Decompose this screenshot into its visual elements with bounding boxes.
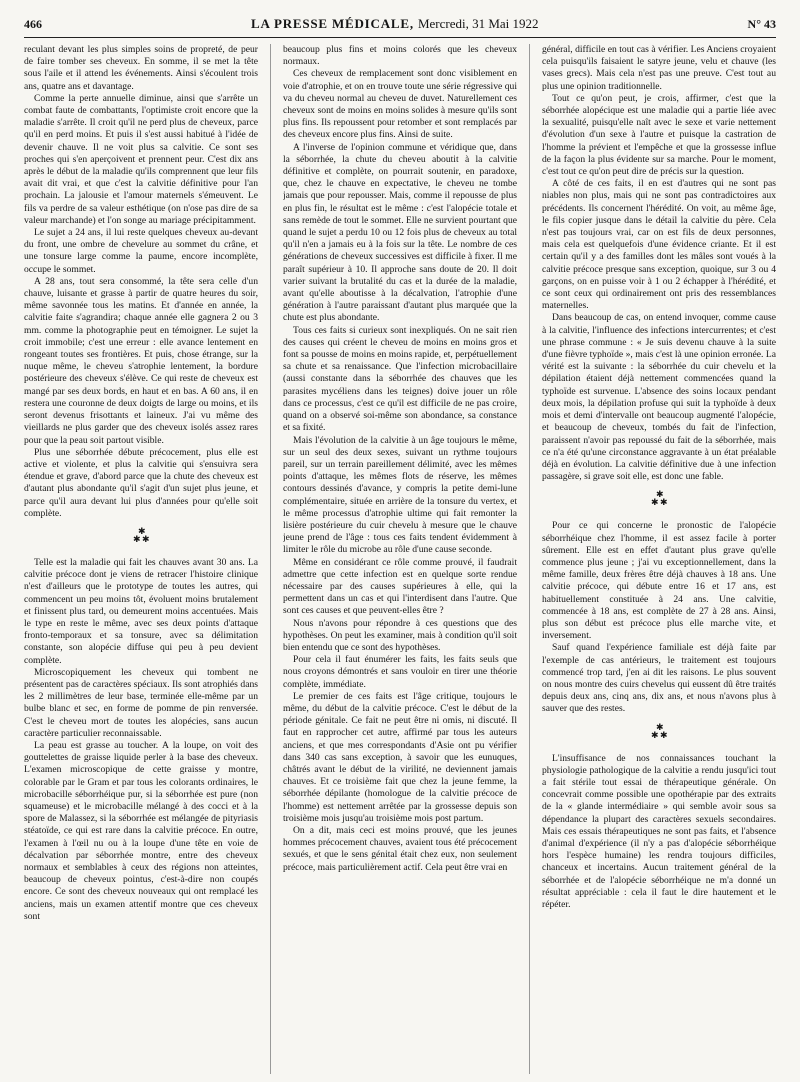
- asterism-star: ✱: [142, 534, 150, 545]
- paragraph: Mais l'évolution de la calvitie à un âge toujours le même, sur un seul des deux sexes, suivant un rythme toujours pareil, sur un terrain pareillement délimité, avec les mêmes points d'attaque, les mêmes flots de réserve, les mêmes contours dessinés d'avance, y compris la petite demi-lune complémentaire, située en arrière de la tonsure du vertex, et le même processus d'atrophie ultime qui fait remonter la lisière postérieure du cuir chevelu à mesure que le chauve jeune prend de l'âge : tous ces faits tendent évidemment à limiter le rôle du microbe au rôle d'une cause seconde.: [283, 434, 517, 556]
- page-number: 466: [24, 17, 42, 31]
- paragraph: Comme la perte annuelle diminue, ainsi que s'arrête un combat faute de combattants, l'optimiste croit encore que la maladie s'arrête. Il croit qu'il ne perd plus de cheveux, parce qu'il en perd moins. Et puis il s'est aussi habitué à l'idée de devenir chauve. Il ne voit plus sa calvitie. Ce sont ses proches qui s'en aperçoivent et prennent peur. C'est dix ans après le début de la maladie qu'ils comprennent que leur fils avait dit vrai, et que c'est la calvitie définitive pour l'an prochain. La jalousie et l'amour maternels s'émeuvent. Le fils va perdre de sa valeur esthétique (on n'ose pas dire de sa valeur marchande) et l'on songe au mariage précipitamment.: [24, 92, 258, 226]
- issue-date: Mercredi, 31 Mai 1922: [417, 16, 539, 31]
- section-separator: [24, 527, 258, 549]
- asterism-star: ✱: [656, 490, 664, 501]
- paragraph: Pour cela il faut énumérer les faits, les faits seuls que nous croyons démontrés et sans vouloir en tirer une théorie complète, immédiate.: [283, 654, 517, 690]
- asterism-star: ✱: [651, 730, 659, 741]
- paragraph: Tous ces faits si curieux sont inexpliqués. On ne sait rien des causes qui créent le cheveu de moins en moins gros et font sa pousse de moins en moins rapide, et, perpétuellement sa chute et sa renaissance. Que l'infection microbacillaire (aussi constante dans la séborrhée des chauves que les parasites mycéliens dans les teignes) doive jouer un rôle dans ce processus, c'est ce qu'il est difficile de ne pas croire, quand on a observé soi-même son abondance, sa constance et sa fixité.: [283, 324, 517, 434]
- column-2: [283, 44, 517, 1074]
- paragraph: Plus une séborrhée débute précocement, plus elle est active et violente, et plus la calvitie qui s'ensuivra sera étendue et grave, d'abord parce que la chute des cheveux est d'autant plus abondante qu'il s'agit d'un sujet plus jeune, et parce qu'il aura devant lui plus d'années pour qu'elle soit complète.: [24, 446, 258, 519]
- asterism-star: ✱: [138, 526, 146, 537]
- paragraph: Sauf quand l'expérience familiale est déjà faite par l'exemple de cas antérieurs, le traitement est toujours commencé trop tard, j'en ai dit les raisons. Le plus souvent on nous montre des cuirs chevelus qui eussent dû être traités depuis deux ans, cinq ans, dix ans, et nous n'avons plus à sauver que des restes.: [542, 642, 776, 715]
- section-separator: [542, 723, 776, 745]
- paragraph: beaucoup plus fins et moins colorés que les cheveux normaux.: [283, 44, 517, 68]
- section-separator: [542, 490, 776, 512]
- paragraph: Tout ce qu'on peut, je crois, affirmer, c'est que la séborrhée alopécique est une maladie qui a partie liée avec la sexualité, puisqu'elle naît avec le sexe et varie nettement d'évolution d'un sexe à l'autre et puisque la castration de l'homme la prévient et l'empêche et que la grossesse influe de la façon la plus évidente sur sa marche. Pour le moment, c'est tout ce qu'on peut dire de précis sur la question.: [542, 92, 776, 178]
- asterism-star: ✱: [660, 730, 668, 741]
- column-rule: [270, 44, 271, 1074]
- paragraph: Ces cheveux de remplacement sont donc visiblement en voie d'atrophie, et on en trouve toute une série régressive qui va du cheveu normal au cheveu de duvet. Naturellement ces cheveux sont de moins en moins solides à mesure qu'ils sont plus fins. Ils repoussent pour retomber et sont remplacés par des cheveux encore plus fins. Ainsi de suite.: [283, 68, 517, 141]
- journal-name: LA PRESSE MÉDICALE,: [250, 16, 414, 31]
- paragraph: Même en considérant ce rôle comme prouvé, il faudrait admettre que cette infection est en quelque sorte rendue nécessaire par des causes supérieures à elle, qui la permettent dans un cas et qui l'interdisent dans l'autre. Que sont ces causes et que peuvent-elles être ?: [283, 556, 517, 617]
- paragraph: On a dit, mais ceci est moins prouvé, que les jeunes hommes précocement chauves, avaient tous été précocement sexués, et que le sens génital était chez eux, non seulement précoce, mais particulièrement actif. Cela peut être vrai en: [283, 825, 517, 873]
- paragraph: A côté de ces faits, il en est d'autres qui ne sont pas niables non plus, mais qui ne sont pas contradictoires aux précédents. Ils concernent l'hérédité. On voit, au même âge, le fils copier jusque dans le détail la calvitie du père. Cela n'est pas toujours vrai, car on est fils de deux personnes, mais cela est quelquefois d'une évidence criante. Et il est certain qu'il y a des familles dont les mâles sont voués à la calvitie précoce presque sans exception, quoique, sur 3 ou 4 garçons, on en puisse voir à 1 ou 2 échapper à l'hérédité, et ce sont ceux qui ordinairement ont pris des ressemblances maternelles.: [542, 178, 776, 312]
- column-3: [542, 44, 776, 1074]
- paragraph: La peau est grasse au toucher. A la loupe, on voit des gouttelettes de graisse liquide perler à la base des cheveux. L'examen microscopique de cette graisse y montre, colorable par le Gram et par tous les colorants ordinaires, le microbacille séborrhéique pur, si la séborrhée est pure (non squameuse) et le microbacille mélangé à des cocci et à la spore de Malassez, si la séborrhée est mélangée de pityriasis stéatoïde, ce qui est rare dans la calvitie précoce. En outre, l'examen à l'œil nu ou à la loupe d'une tête en voie de décalvation par séborrhée montre, entre des cheveux normaux et semblables à ceux des régions non atteintes, beaucoup de cheveux pointus, c'est-à-dire non coupés encore. Ce sont des cheveux nouveaux qui ont remplacé les anciens, mais un examen attentif montre que ces cheveux sont: [24, 739, 258, 922]
- paragraph: Pour ce qui concerne le pronostic de l'alopécie séborrhéique chez l'homme, il est assez facile à porter sûrement. Elle est en effet d'autant plus grave qu'elle commence plus jeune ; j'ai vu exceptionnellement, dans la même famille, deux frères être déjà chauves à 18 ans. Une calvitie précoce, qui débute entre 16 et 17 ans, est habituellement constituée à 24 ans. Une calvitie, commencée à 18 ans, est complète de 27 à 28 ans. Ainsi, plus son début est précoce plus elle marche vite, et inversement.: [542, 520, 776, 642]
- asterism-star: ✱: [651, 498, 659, 509]
- asterism-star: ✱: [133, 534, 141, 545]
- paragraph: Dans beaucoup de cas, on entend invoquer, comme cause à la calvitie, l'influence des infections intercurrentes; et c'est une phrase commune : « Je suis devenu chauve à la suite d'une fièvre typhoïde », mais c'est là une opinion erronée. La vérité est la suivante : la séborrhée du cuir chevelu et la dépilation étaient déjà nettement commencées quand la typhoïde est survenue. L'absence des soins locaux pendant deux mois, la dépilation profuse qui suit la typhoïde à deux mois et demi d'intervalle ont beaucoup augmenté l'alopécie, et beaucoup de cheveux, tombés du fait de l'infection, paraissent n'avoir pas repoussé du fait de la séborrhée, mais ce n'a été qu'une circonstance aggravante à un état préalable déjà en évolution. La calvitie définitive due à une infection passagère, si grave soit elle, est donc une fable.: [542, 312, 776, 483]
- running-header: [24, 16, 776, 38]
- column-1: [24, 44, 258, 1074]
- paragraph: reculant devant les plus simples soins de propreté, de peur de faire tomber ses cheveux. En somme, il se met la tête sous l'aile et il attend les événements. Ainsi s'écoulent trois ans, quatre ans et davantage.: [24, 44, 258, 92]
- asterism-star: ✱: [660, 498, 668, 509]
- journal-title: [251, 16, 539, 32]
- paragraph: Nous n'avons pour répondre à ces questions que des hypothèses. On peut les examiner, mais à condition qu'il soit bien entendu que ce sont des hypothèses.: [283, 617, 517, 653]
- paragraph: Le premier de ces faits est l'âge critique, toujours le même, du début de la calvitie précoce. C'est le début de la période génitale. Ce fait ne peut être ni omis, ni discuté. Il faut en rapprocher cet autre, affirmé par tous les auteurs anciens, et que mes correspondants d'Asie ont pu vérifier dans 340 cas sans exception, à savoir que les eunuques, châtrés avant le début de la virilité, ne deviennent jamais chauves. Et ce troisième fait que chez la jeune femme, la séborrhée dépilante (homologue de la calvitie précoce de l'homme) est nettement arrêtée par la grossesse depuis son troisième mois jusqu'au troisième mois post partum.: [283, 690, 517, 824]
- paragraph: A 28 ans, tout sera consommé, la tête sera celle d'un chauve, luisante et grasse à partir de quatre heures du soir, même savonnée tous les matins. Et d'année en année, la calvitie faite s'agrandira; chaque année elle gagnera 2 ou 3 mm. comme la photographie peut en témoigner. Le sujet la croit immobile; c'est une erreur : elle avance lentement en rongeant toutes ses frontières. Et puis, chose étrange, sur la nuque même, le cheveu s'atrophie lentement, la bordure postérieure des cheveux s'élève. Ce qui reste de cheveux est mangé par ses deux bords, en haut et en bas. A 60 ans, il en restera une couronne de deux doigts de large ou moins, et ils seront devenus frisottants et laineux. J'ai vu même des vieillards ne plus garder que des cheveux isolés assez rares pour que la peau soit partout visible.: [24, 275, 258, 446]
- paragraph: Telle est la maladie qui fait les chauves avant 30 ans. La calvitie précoce dont je viens de retracer l'histoire clinique n'est d'ailleurs que le prototype de toutes les autres, qui commencent un peu moins tôt, évoluent moins brutalement et finissent plus tard, ou demeurent moins accentuées. Mais le type en reste le même, avec ses deux points d'attaque fronto-temporaux et sa tonsure, avec sa délimitation constante, son alopécie diffuse qui peu à peu devient complète.: [24, 556, 258, 666]
- paragraph: général, difficile en tout cas à vérifier. Les Anciens croyaient cela puisqu'ils faisaient le satyre jeune, velu et chauve (les vases grecs). Mais cela n'est pas une preuve. C'est tout au plus une opinion traditionnelle.: [542, 44, 776, 92]
- issue-number: N° 43: [747, 17, 776, 31]
- paragraph: Le sujet a 24 ans, il lui reste quelques cheveux au-devant du front, une ombre de chevelure au sommet du crâne, et une tonsure large comme la paume, encore incomplète, occupe le sommet.: [24, 227, 258, 275]
- asterism-star: ✱: [656, 722, 664, 733]
- paragraph: Microscopiquement les cheveux qui tombent ne présentent pas de caractères spéciaux. Ils sont atrophiés dans les 2 millimètres de leur base, terminée elle-même par un bulbe blanc et sec, en forme de pomme de pin renversée. C'est le cheveu mort de toutes les alopécies, sans aucun caractère particulier reconnaissable.: [24, 666, 258, 739]
- paragraph: A l'inverse de l'opinion commune et véridique que, dans la séborrhée, la chute du cheveu aboutit à la calvitie définitive et complète, on pourrait soutenir, en paradoxe, que, chez le chauve en expectative, le cheveu ne tombe jamais que pour repousser. Mais, comme il repousse de plus en plus fin, le résultat est le même : c'est l'alopécie totale et sans remède de tout le sommet. Elle ne survient pourtant que quand le sujet a perdu 10 ou 12 fois plus de cheveux au total qu'il n'en a jamais eu à la fois sur la tête. Le nombre de ces générations de cheveux successives est difficile à fixer. Il me paraît supérieur à 10. Il approche sans doute de 20. Il doit varier suivant la brutalité du cas et la durée de la maladie, avant qu'elle aboutisse à la décalvation, l'atrophie d'une génération à l'autre paraissant d'autant plus marquée que la chute est plus abondante.: [283, 141, 517, 324]
- column-rule: [529, 44, 530, 1074]
- paragraph: L'insuffisance de nos connaissances touchant la physiologie pathologique de la calvitie a rendu jusqu'ici tout a fait stérile tout essai de thérapeutique générale. On concevrait comme possible une opothérapie par des extraits de la « glande intermédiaire » qui semble avoir sous sa dépendance la plupart des caractères sexuels secondaires. Mais ces essais thérapeutiques ne sont pas faits, et l'absence d'animal d'expérience (il n'y a pas d'alopécie séborrhéique hors l'espèce humaine) les rendra toujours difficiles, chanceux et incertains. Aucun traitement général de la séborrhée et de l'alopécie séborrhéique ne m'a donné un résultat appréciable : cela il faut le dire hautement et le répéter.: [542, 752, 776, 910]
- text-columns: [24, 44, 776, 1074]
